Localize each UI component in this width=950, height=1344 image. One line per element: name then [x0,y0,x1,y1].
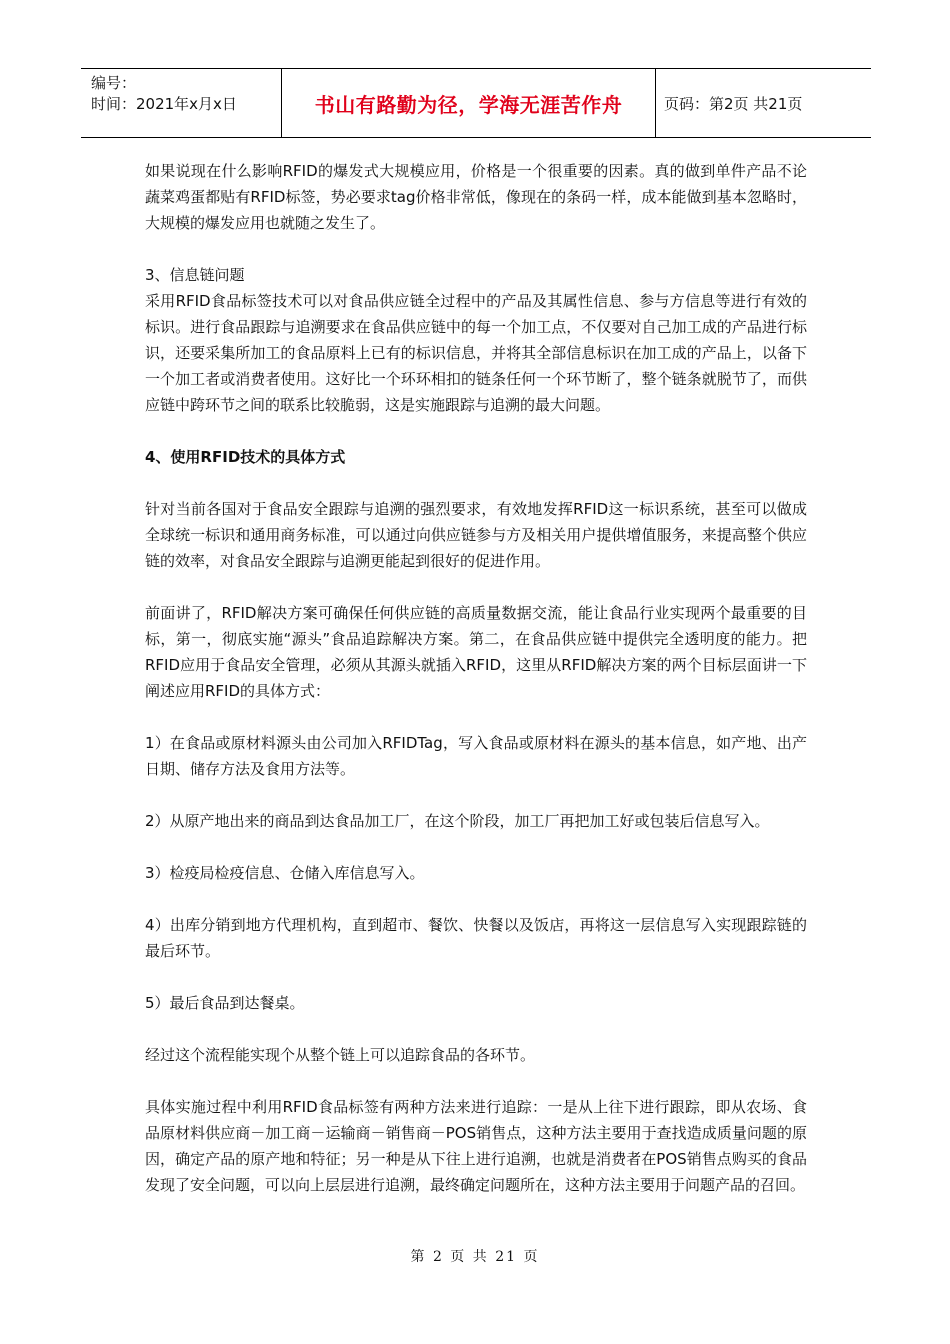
header-meta [81,69,282,137]
list-item-step-5: 5）最后食品到达餐桌。 [145,994,305,1012]
document-number-label: 编号： [91,74,137,92]
header-page-info: 页码：第2页 共21页 [664,94,803,113]
list-item-step-4: 4）出库分销到地方代理机构，直到超市、餐饮、快餐以及饭店，再将这一层信息写入实现跟踪链的最后环节。 [145,916,807,960]
header-motto: 书山有路勤为径，学海无涯苦作舟 [282,69,656,137]
list-item-step-2: 2）从原产地出来的商品到达食品加工厂，在这个阶段，加工厂再把加工好或包装后信息写入。 [145,812,770,830]
page-header [81,68,871,138]
paragraph-tracking-methods: 具体实施过程中利用RFID食品标签有两种方法来进行追踪：一是从上往下进行跟踪，即从农场、食品原材料供应商－加工商－运输商－销售商－POS销售点，这种方法主要用于查找造成质量问题的原因，确定产品的原产地和特征；另一种是从下往上进行追溯，也就是消费者在POS销售点购买的食品发现了安全问题，可以向上层层进行追溯，最终确定问题所在，这种方法主要用于问题产品的召回。 [145,1098,807,1194]
paragraph-process-summary: 经过这个流程能实现个从整个链上可以追踪食品的各环节。 [145,1046,536,1064]
document-time-label: 时间：2021年x月x日 [91,95,237,113]
section-heading-info-chain: 3、信息链问题 [145,266,245,284]
document-body [145,158,807,1198]
paragraph-rfid-goals: 前面讲了，RFID解决方案可确保任何供应链的高质量数据交流，能让食品行业实现两个最重要的目标，第一，彻底实施“源头”食品追踪解决方案。第二，在食品供应链中提供完全透明度的能力。把RFID应用于食品安全管理，必须从其源头就插入RFID，这里从RFID解决方案的两个目标层面讲一下阐述应用RFID的具体方式： [145,604,807,700]
paragraph-price-factor: 如果说现在什么影响RFID的爆发式大规模应用，价格是一个很重要的因素。真的做到单件产品不论蔬菜鸡蛋都贴有RFID标签，势必要求tag价格非常低，像现在的条码一样，成本能做到基本忽略时，大规模的爆发应用也就随之发生了。 [145,162,807,232]
paragraph-info-chain: 采用RFID食品标签技术可以对食品供应链全过程中的产品及其属性信息、参与方信息等进行有效的标识。进行食品跟踪与追溯要求在食品供应链中的每一个加工点，不仅要对自己加工成的产品进行标识，还要采集所加工的食品原料上已有的标识信息，并将其全部信息标识在加工成的产品上，以备下一个加工者或消费者使用。这好比一个环环相扣的链条任何一个环节断了，整个链条就脱节了，而供应链中跨环节之间的联系比较脆弱，这是实施跟踪与追溯的最大问题。 [145,292,807,414]
paragraph-global-requirements: 针对当前各国对于食品安全跟踪与追溯的强烈要求，有效地发挥RFID这一标识系统，甚至可以做成全球统一标识和通用商务标准，可以通过向供应链参与方及相关用户提供增值服务，来提高整个供应链的效率，对食品安全跟踪与追溯更能起到很好的促进作用。 [145,500,807,570]
list-item-step-1: 1）在食品或原材料源头由公司加入RFIDTag，写入食品或原材料在源头的基本信息，如产地、出产日期、储存方法及食用方法等。 [145,734,807,778]
list-item-step-3: 3）检疫局检疫信息、仓储入库信息写入。 [145,864,425,882]
section-heading-rfid-methods: 4、使用RFID技术的具体方式 [145,448,346,466]
page-footer: 第 2 页 共 21 页 [410,1249,540,1265]
